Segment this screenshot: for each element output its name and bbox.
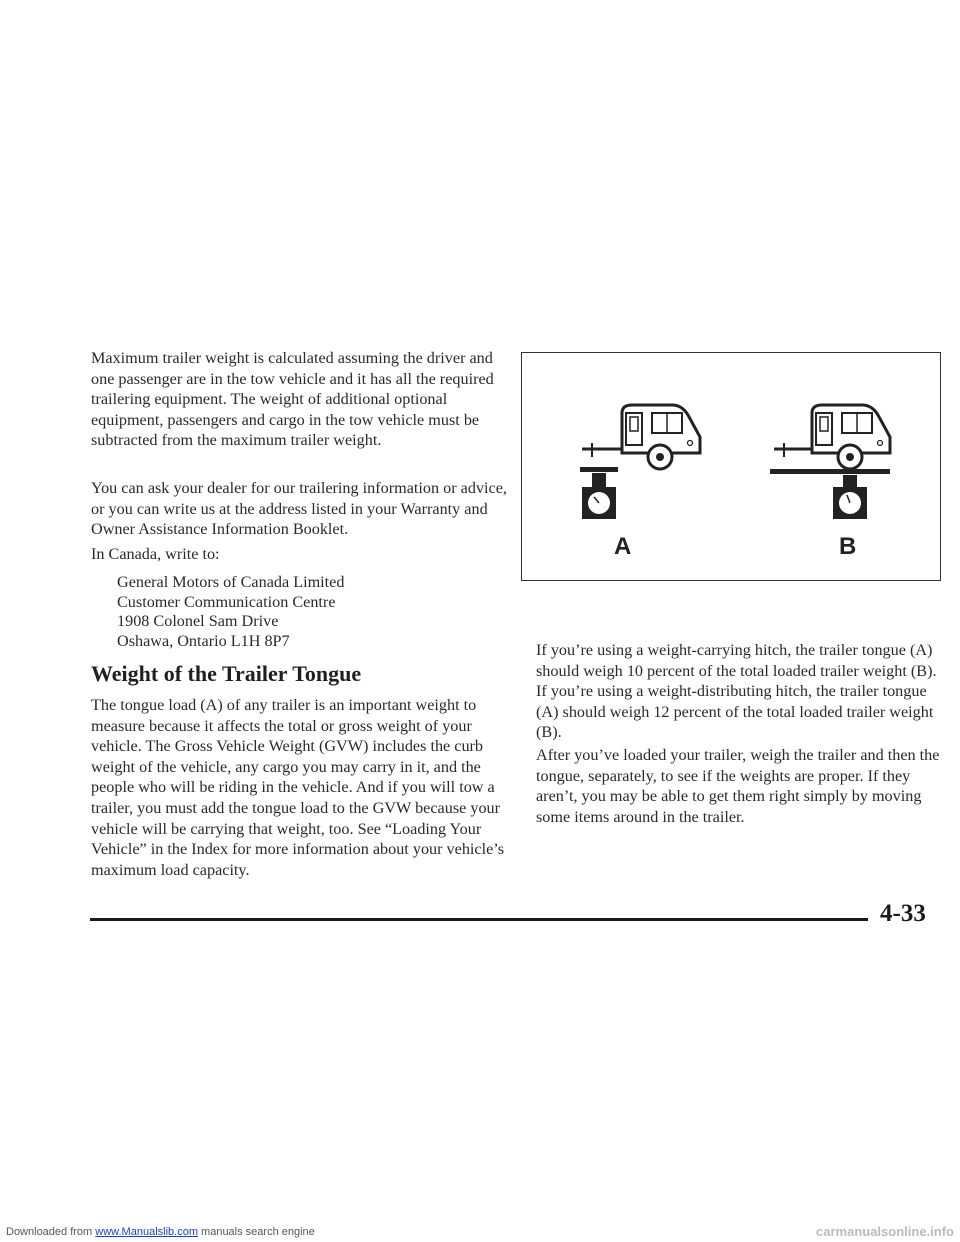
figure-label-a: A [614, 533, 632, 560]
paragraph-dealer-advice: You can ask your dealer for our trailering information or advice, or you can write us at the address listed in your Warranty and Owner Assistance Information Booklet. [91, 479, 507, 539]
section-heading: Weight of the Trailer Tongue [91, 661, 362, 686]
canada-address [117, 573, 344, 651]
address-line: 1908 Colonel Sam Drive [117, 612, 279, 631]
paragraph-after-loading: After you’ve loaded your trailer, weigh the trailer and then the tongue, separately, to see if the weights are proper. If they aren’t, you may be able to get them right simply by moving some items around in the trailer. [536, 746, 940, 826]
address-line: Oshawa, Ontario L1H 8P7 [117, 631, 290, 650]
trailer-scale-illustration [522, 353, 942, 582]
tongue-weight-figure [521, 352, 941, 581]
address-line: Customer Communication Centre [117, 592, 336, 611]
download-footer [6, 1226, 315, 1238]
manualslib-link[interactable]: www.Manualslib.com [95, 1226, 198, 1238]
paragraph-tongue-load: The tongue load (A) of any trailer is an important weight to measure because it affects the total or gross weight of your vehicle. The Gross Vehicle Weight (GVW) includes the curb weight of the vehicle, any cargo you may carry in it, and the people who will be riding in the vehicle. And if you will tow a trailer, you must add the tongue load to the GVW because your vehicle will be carrying that weight, too. See “Loading Your Vehicle” in the Index for more information about your vehicle’s maximum load capacity. [91, 696, 505, 879]
paragraph-hitch-percent: If you’re using a weight-carrying hitch, the trailer tongue (A) should weigh 10 percent of the total loaded trailer weight (B). If you’re using a weight-distributing hitch, the trailer tongue (A) should weigh 12 percent of the total loaded trailer weight (B). [536, 641, 937, 742]
footer-prefix: Downloaded from [6, 1226, 96, 1238]
address-line: General Motors of Canada Limited [117, 573, 345, 591]
watermark: carmanualsonline.info [816, 1224, 954, 1239]
footer-rule [90, 918, 868, 921]
paragraph-canada: In Canada, write to: [91, 545, 220, 563]
figure-label-b: B [839, 533, 857, 560]
paragraph-max-trailer-weight: Maximum trailer weight is calculated assuming the driver and one passenger are in the tow vehicle and it has all the required trailering equipment. The weight of additional optional equipment, passengers and cargo in the tow vehicle must be subtracted from the maximum trailer weight. [91, 349, 494, 450]
trailer-a-illustration [580, 405, 700, 519]
footer-suffix: manuals search engine [197, 1226, 315, 1238]
page-number: 4-33 [880, 900, 926, 927]
trailer-b-illustration [770, 405, 890, 519]
